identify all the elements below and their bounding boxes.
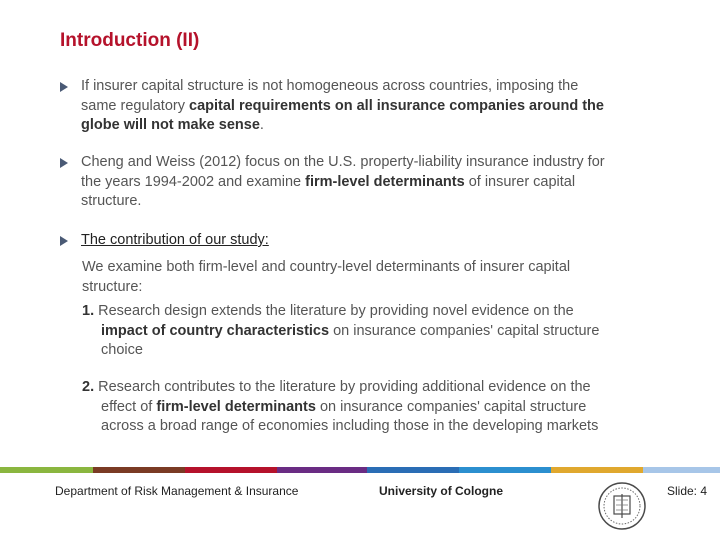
item-text: effect of: [101, 398, 157, 415]
contribution-heading: The contribution of our study:: [81, 232, 269, 248]
bullet-bold-text: globe will not make sense: [81, 117, 260, 133]
bullet-text: If insurer capital structure is not homogeneous across countries, imposing the: [81, 78, 579, 94]
item-number: 2.: [82, 379, 95, 395]
item-text: on insurance companies' capital structure: [315, 398, 587, 415]
bullet-bold-text: capital requirements on all insurance companies around the: [189, 97, 604, 114]
bullet-text: Cheng and Weiss (2012) focus on the U.S. property-liability insurance industry for: [81, 154, 605, 170]
slide-number: Slide: 4: [667, 484, 708, 498]
bullet-bold-text: firm-level determinants: [305, 173, 465, 190]
color-bar-segment: [277, 467, 367, 473]
bullet-text: of insurer capital: [464, 173, 576, 190]
color-bar-segment: [0, 467, 93, 473]
item-text: Research design extends the literature by providing novel evidence on the: [94, 303, 574, 319]
bullet-text: structure.: [81, 193, 142, 209]
color-bar-segment: [459, 467, 551, 473]
university-seal-icon: [598, 480, 646, 532]
item-text: on insurance companies' capital structure: [329, 322, 600, 339]
bullet-arrow-icon: [60, 158, 68, 168]
bullet-text: the years 1994-2002 and examine: [81, 173, 306, 190]
item-text: Research contributes to the literature by providing additional evidence on the: [94, 379, 591, 395]
color-bar-segment: [185, 467, 277, 473]
color-bar-segment: [643, 467, 720, 473]
contribution-item-1: [82, 302, 662, 361]
contribution-item-2: [82, 378, 662, 437]
item-bold-text: firm-level determinants: [156, 398, 316, 415]
slide-title: Introduction (II): [60, 30, 200, 51]
color-bar-segment: [367, 467, 459, 473]
item-number: 1.: [82, 303, 95, 319]
color-bar-segment: [551, 467, 643, 473]
bullet-arrow-icon: [60, 82, 68, 92]
contribution-intro-line: structure:: [82, 278, 143, 295]
footer-university: University of Cologne: [379, 484, 504, 498]
footer-department: Department of Risk Management & Insurance: [55, 484, 299, 498]
item-text: across a broad range of economies including those in the developing markets: [101, 418, 599, 434]
contribution-intro: [82, 258, 662, 297]
color-bar-segment: [93, 467, 185, 473]
footer-color-bar: [0, 467, 720, 473]
bullet-text: .: [259, 117, 264, 133]
item-bold-text: impact of country characteristics: [101, 322, 330, 339]
bullet-arrow-icon: [60, 236, 68, 246]
contribution-intro-line: We examine both firm-level and country-level determinants of insurer capital: [82, 259, 571, 275]
bullet-text: same regulatory: [81, 97, 189, 114]
item-text: choice: [101, 342, 143, 358]
